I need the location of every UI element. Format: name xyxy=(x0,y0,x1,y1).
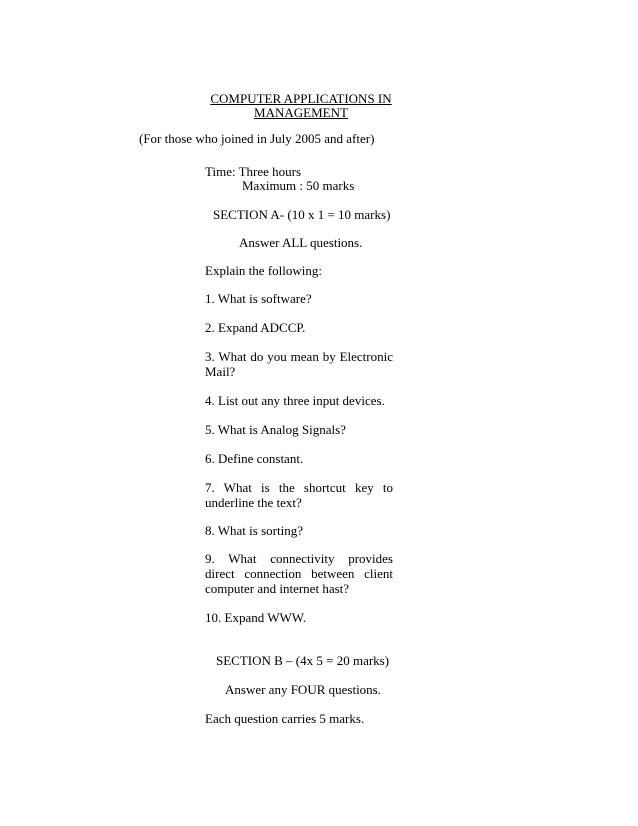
question-2 xyxy=(205,320,393,335)
question-1 xyxy=(205,291,393,306)
question-text: 2. Expand ADCCP. xyxy=(205,320,306,335)
section-a-heading: SECTION A- (10 x 1 = 10 marks) xyxy=(213,207,391,222)
exam-maximum-marks: Maximum : 50 marks xyxy=(242,178,355,193)
section-b-heading: SECTION B – (4x 5 = 20 marks) xyxy=(216,653,390,668)
question-text: 10. Expand WWW. xyxy=(205,610,307,625)
question-text: 9. What connectivity provides direct connection between client computer and internet hast? xyxy=(205,551,393,596)
section-b-instruction: Answer any FOUR questions. xyxy=(225,682,381,697)
question-4 xyxy=(205,393,393,408)
title-line-2: MANAGEMENT xyxy=(254,105,348,120)
section-a-intro: Explain the following: xyxy=(205,263,322,278)
question-7 xyxy=(205,480,393,510)
question-6 xyxy=(205,451,393,466)
eligibility-note: (For those who joined in July 2005 and after) xyxy=(139,131,375,146)
question-text: 3. What do you mean by Electronic Mail? xyxy=(205,349,393,379)
question-text: 5. What is Analog Signals? xyxy=(205,422,346,437)
question-9 xyxy=(205,551,393,596)
question-3 xyxy=(205,349,393,379)
title-line-1: COMPUTER APPLICATIONS IN xyxy=(210,91,392,106)
section-b-note: Each question carries 5 marks. xyxy=(205,711,365,726)
question-text: 8. What is sorting? xyxy=(205,523,303,538)
exam-time: Time: Three hours xyxy=(205,164,302,179)
section-a-instruction: Answer ALL questions. xyxy=(239,235,363,250)
question-text: 4. List out any three input devices. xyxy=(205,393,385,408)
question-text: 1. What is software? xyxy=(205,291,312,306)
question-10 xyxy=(205,610,393,625)
question-8 xyxy=(205,523,393,538)
question-text: 6. Define constant. xyxy=(205,451,304,466)
question-5 xyxy=(205,422,393,437)
question-text: 7. What is the shortcut key to underline the text? xyxy=(205,480,393,510)
